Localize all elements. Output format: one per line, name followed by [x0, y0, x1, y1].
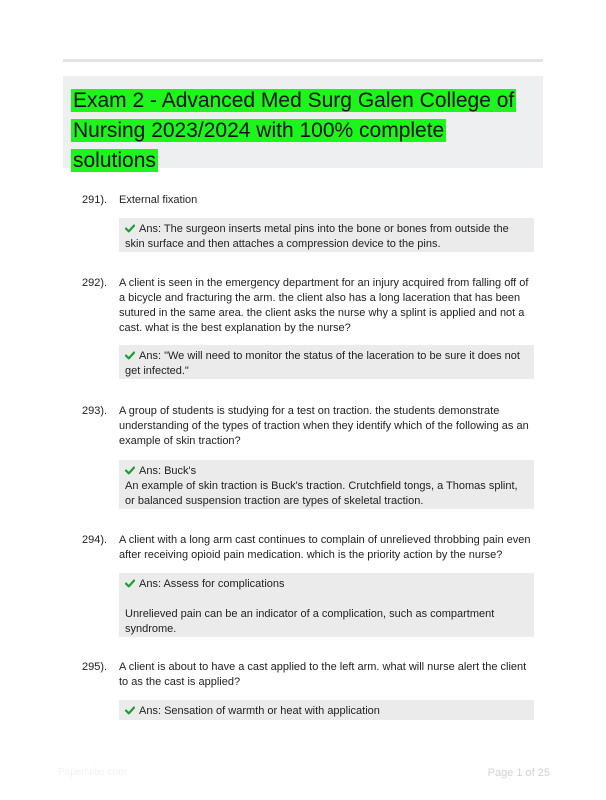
answer-text: Ans: Sensation of warmth or heat with application	[139, 705, 380, 717]
answer-text: Ans: Assess for complications	[139, 578, 285, 590]
question-number: 293).	[82, 405, 108, 417]
page-title	[71, 86, 535, 176]
question-number: 295).	[82, 661, 108, 673]
answer-explanation: An example of skin traction is Buck's traction. Crutchfield tongs, a Thomas splint, or balanced suspension traction are types of skeletal traction.	[125, 480, 518, 507]
answer-box	[119, 460, 534, 509]
question-text: A client is seen in the emergency department for an injury acquired from falling off of a bicycle and fracturing the arm. the client also has a long laceration that has been sutured in the same area. the client asks the nurse why a splint is applied and not a cast. what is the best explanation by the nurse?	[119, 277, 529, 334]
title-line-3: solutions	[73, 149, 156, 172]
question-text: External fixation	[119, 194, 198, 206]
check-icon	[125, 466, 135, 475]
answer-text: Ans: The surgeon inserts metal pins into the bone or bones from outside the skin surface and then attaches a compression device to the pins.	[125, 223, 509, 250]
top-divider	[63, 59, 543, 62]
answer-explanation: Unrelieved pain can be an indicator of a complication, such as compartment syndrome.	[125, 608, 495, 635]
check-icon	[125, 351, 135, 360]
answer-box	[119, 218, 534, 252]
answer-box	[119, 700, 534, 720]
title-line-2: Nursing 2023/2024 with 100% complete	[73, 119, 445, 142]
answer-text: Ans: "We will need to monitor the status of the laceration to be sure it does not get infected."	[125, 350, 520, 377]
question-number: 294).	[82, 534, 108, 546]
title-banner	[63, 76, 543, 172]
check-icon	[125, 224, 135, 233]
answer-box	[119, 345, 534, 379]
check-icon	[125, 579, 135, 588]
answer-box	[119, 573, 534, 637]
question-text: A client with a long arm cast continues to complain of unrelieved throbbing pain even after receiving opioid pain medication. which is the priority action by the nurse?	[119, 534, 531, 561]
check-icon	[125, 706, 135, 715]
question-number: 292).	[82, 277, 108, 289]
question-number: 291).	[82, 194, 108, 206]
answer-text: Ans: Buck's	[139, 465, 197, 477]
title-line-1: Exam 2 - Advanced Med Surg Galen College of	[73, 89, 515, 112]
footer-watermark: PaperNibs.com	[58, 767, 127, 778]
question-text: A client is about to have a cast applied to the left arm. what will nurse alert the client to as the cast is applied?	[119, 661, 527, 688]
question-text: A group of students is studying for a test on traction. the students demonstrate understanding of the types of traction when they identify which of the following as an example of skin traction?	[119, 405, 529, 447]
page-number: Page 1 of 25	[487, 767, 550, 779]
